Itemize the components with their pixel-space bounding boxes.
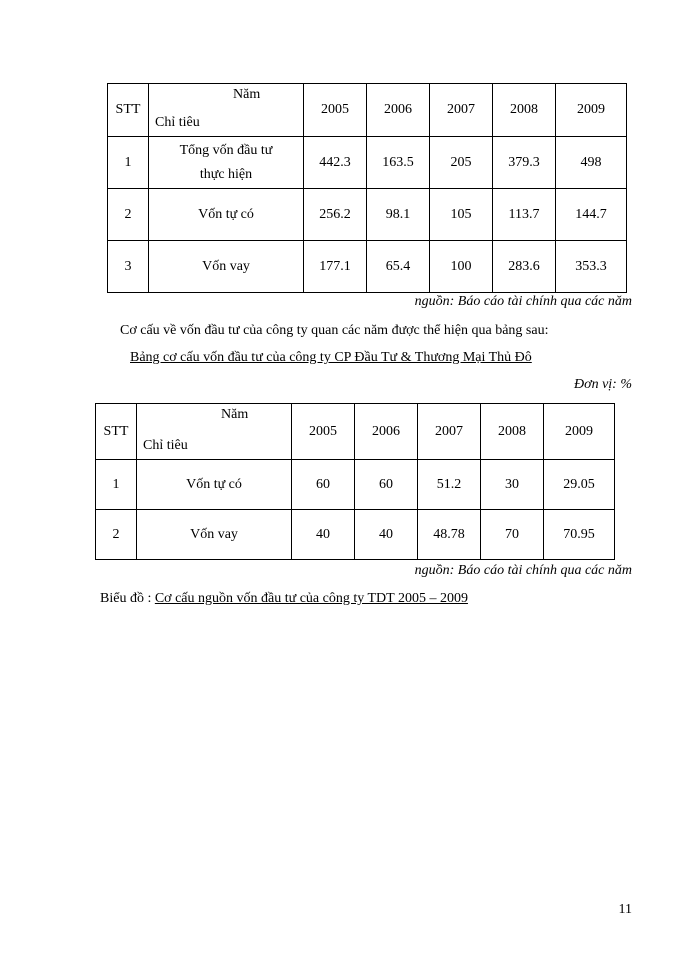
row-label-line: Tổng vốn đầu tư xyxy=(179,142,273,158)
cell-value: 144.7 xyxy=(556,189,627,241)
row-stt: 3 xyxy=(108,241,149,293)
row-stt: 2 xyxy=(96,510,137,560)
cell-value: 60 xyxy=(292,460,355,510)
row-label: Vốn vay xyxy=(149,241,304,293)
header-year: 2008 xyxy=(493,84,556,137)
header-year: 2005 xyxy=(292,404,355,460)
cell-value: 30 xyxy=(481,460,544,510)
page-number: 11 xyxy=(618,902,632,917)
row-label: Vốn tự có xyxy=(137,460,292,510)
cell-value: 29.05 xyxy=(544,460,615,510)
chart-caption-title: Cơ cấu nguồn vốn đầu tư của công ty TDT 2005 – 2009 xyxy=(154,591,468,606)
cell-value: 442.3 xyxy=(304,137,367,189)
table-row xyxy=(108,241,627,293)
row-label: Vốn vay xyxy=(137,510,292,560)
table-row xyxy=(108,189,627,241)
header-year: 2007 xyxy=(430,84,493,137)
header-year-indicator xyxy=(149,84,304,137)
source-note: nguồn: Báo cáo tài chính qua các năm xyxy=(414,294,632,309)
table-row xyxy=(96,510,615,560)
header-year-label: Năm xyxy=(221,407,249,422)
header-year: 2006 xyxy=(367,84,430,137)
table-header-row xyxy=(108,84,627,137)
cell-value: 498 xyxy=(556,137,627,189)
cell-value: 205 xyxy=(430,137,493,189)
row-label-line: thực hiện xyxy=(199,166,253,182)
row-label: Vốn tự có xyxy=(149,189,304,241)
header-stt: STT xyxy=(96,404,137,460)
cell-value: 70.95 xyxy=(544,510,615,560)
cell-value: 40 xyxy=(355,510,418,560)
cell-value: 40 xyxy=(292,510,355,560)
cell-value: 113.7 xyxy=(493,189,556,241)
cell-value: 51.2 xyxy=(418,460,481,510)
header-year: 2006 xyxy=(355,404,418,460)
chart-caption-prefix: Biểu đồ : xyxy=(100,591,155,606)
row-stt: 1 xyxy=(96,460,137,510)
table-row xyxy=(108,137,627,189)
source-note: nguồn: Báo cáo tài chính qua các năm xyxy=(414,563,632,578)
cell-value: 60 xyxy=(355,460,418,510)
header-year-indicator xyxy=(137,404,292,460)
cell-value: 65.4 xyxy=(367,241,430,293)
cell-value: 163.5 xyxy=(367,137,430,189)
table-title: Bảng cơ cấu vốn đầu tư của công ty CP Đầu Tư & Thương Mại Thủ Đô xyxy=(130,350,532,365)
unit-note: Đơn vị: % xyxy=(573,377,632,392)
cell-value: 379.3 xyxy=(493,137,556,189)
chart-caption xyxy=(100,591,468,607)
row-stt: 1 xyxy=(108,137,149,189)
intro-paragraph: Cơ cấu về vốn đầu tư của công ty quan các năm được thể hiện qua bảng sau: xyxy=(120,323,549,338)
row-label xyxy=(149,137,304,189)
cell-value: 256.2 xyxy=(304,189,367,241)
cell-value: 48.78 xyxy=(418,510,481,560)
row-stt: 2 xyxy=(108,189,149,241)
cell-value: 177.1 xyxy=(304,241,367,293)
table-row xyxy=(96,460,615,510)
cell-value: 283.6 xyxy=(493,241,556,293)
header-indicator-label: Chỉ tiêu xyxy=(155,115,200,130)
header-year: 2007 xyxy=(418,404,481,460)
header-stt: STT xyxy=(108,84,149,137)
capital-structure-table xyxy=(95,403,615,560)
table-header-row xyxy=(96,404,615,460)
header-indicator-label: Chỉ tiêu xyxy=(143,438,188,453)
cell-value: 98.1 xyxy=(367,189,430,241)
cell-value: 353.3 xyxy=(556,241,627,293)
investment-capital-table xyxy=(107,83,627,293)
header-year: 2005 xyxy=(304,84,367,137)
header-year: 2009 xyxy=(556,84,627,137)
header-year-label: Năm xyxy=(233,87,261,102)
header-year: 2009 xyxy=(544,404,615,460)
cell-value: 100 xyxy=(430,241,493,293)
cell-value: 70 xyxy=(481,510,544,560)
header-year: 2008 xyxy=(481,404,544,460)
cell-value: 105 xyxy=(430,189,493,241)
